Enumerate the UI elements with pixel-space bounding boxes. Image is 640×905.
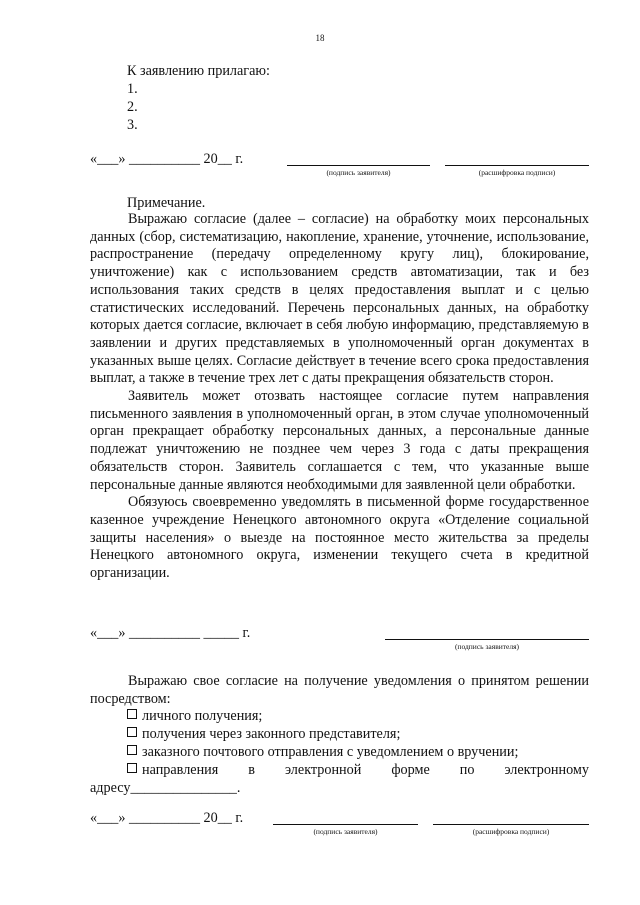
option-representative-label: получения через законного представителя; [142,726,401,742]
signature-caption-1: (подпись заявителя) [326,168,391,177]
decoding-line-1 [445,165,589,166]
checkbox-mail[interactable] [127,745,137,755]
address-label: адресу [90,780,131,796]
attachment-item-1: 1. [127,81,138,97]
obligation-paragraph: Обязуюсь своевременно уведомлять в письменной форме государственное казенное учреждение Ненецкого автономного округа «Отделение социальной защиты населения» о выезде на постоянное место жительства за пределы Ненецкого автономного округа, изменении текущего счета в кредитной организации. [90,494,589,582]
attachment-item-2: 2. [127,99,138,115]
option-electronic-label: направления в электронной форме по электронному [142,762,589,778]
attachments-heading: К заявлению прилагаю: [127,63,270,79]
option-electronic [127,762,589,779]
address-line [90,780,240,797]
option-personal-label: личного получения; [142,708,263,724]
page-number: 18 [315,33,325,43]
signature-line-2 [385,639,589,640]
option-mail [127,744,518,761]
address-input[interactable]: _______________. [130,780,241,796]
notification-block [90,673,589,708]
note-body [90,211,589,583]
attachment-item-3: 3. [127,117,138,133]
date-line-2: «___» __________ _____ г. [90,625,251,641]
checkbox-representative[interactable] [127,727,137,737]
signature-line-1 [287,165,430,166]
signature-caption-2: (подпись заявителя) [454,642,520,651]
notification-text: Выражаю свое согласие на получение уведомления о принятом решении посредством: [90,673,589,707]
decoding-caption-3: (расшифровка подписи) [472,827,550,836]
option-mail-label: заказного почтового отправления с уведомлением о вручении; [142,744,519,760]
option-personal [127,708,262,725]
note-title: Примечание. [127,195,206,211]
signature-caption-3: (подпись заявителя) [313,827,378,836]
signature-line-3 [273,824,418,825]
decoding-caption-1: (расшифровка подписи) [478,168,556,177]
revocation-paragraph: Заявитель может отозвать настоящее согласие путем направления письменного заявления в уполномоченный орган, в этом случае уполномоченный орган прекращает обработку персональных данных, а персональные данные подлежат уничтожению не позднее чем через 3 года с даты прекращения обязательств сторон. Заявитель соглашается с тем, что указанные выше персональные данные являются необходимыми для заявленной цели обработки. [90,388,589,493]
consent-paragraph: Выражаю согласие (далее – согласие) на обработку моих персональных данных (сбор, систематизацию, накопление, хранение, уточнение, использование, распространение (передачу определенному кругу лиц), блокирование, уничтожение) как с использованием средств автоматизации, так и без использования таких средств в целях предоставления выплат и с целью статистических исследований. Перечень персональных данных, на обработку которых дается согласие, включает в себя любую информацию, представляемую в заявлении и других представляемых в уполномоченный орган документах в указанных выше целях. Согласие действует в течение всего срока предоставления выплат, а также в течение трех лет с даты прекращения обязательств сторон. [90,211,589,387]
date-line-3: «___» __________ 20__ г. [90,810,244,826]
decoding-line-3 [433,824,589,825]
checkbox-electronic[interactable] [127,763,137,773]
date-line-1: «___» __________ 20__ г. [90,151,244,167]
checkbox-personal[interactable] [127,709,137,719]
option-representative [127,726,400,743]
